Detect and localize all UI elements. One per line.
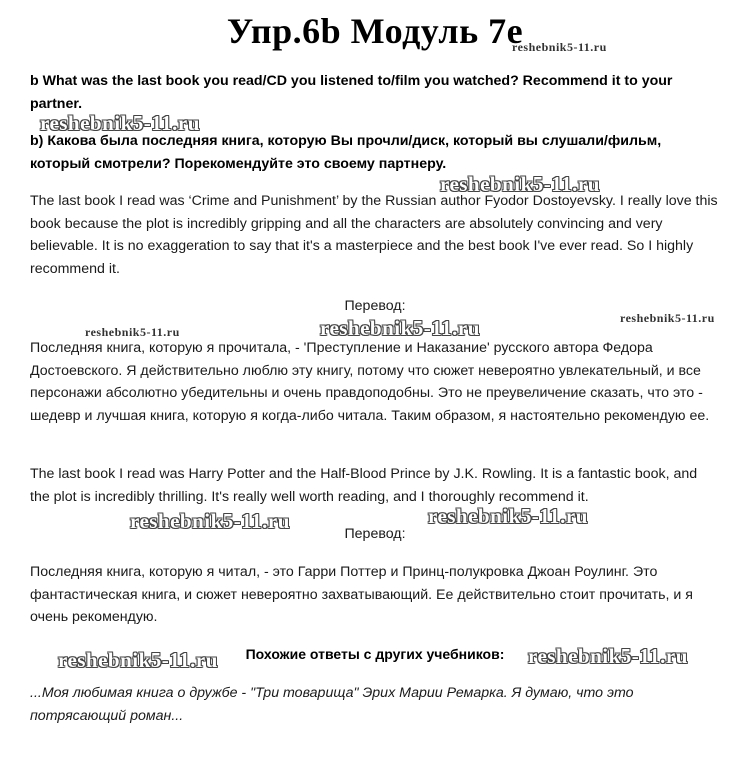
watermark: reshebnik5-11.ru [85, 325, 180, 339]
page-title: Упр.6b Модуль 7е [226, 11, 524, 51]
watermark: reshebnik5-11.ru [40, 111, 200, 135]
watermark: reshebnik5-11.ru [528, 644, 688, 668]
similar-answers-heading: Похожие ответы с других учебников: [245, 646, 505, 662]
question-english: b What was the last book you read/CD you listened to/film you watched? Recommend it to your partner. [30, 73, 673, 112]
watermark: reshebnik5-11.ru [620, 311, 715, 325]
watermark: reshebnik5-11.ru [512, 40, 607, 54]
watermark: reshebnik5-11.ru [428, 504, 588, 528]
watermark: reshebnik5-11.ru [58, 648, 218, 672]
answer1-english: The last book I read was ‘Crime and Punishment’ by the Russian author Fyodor Dostoyevsky. I really love this book because the plot is incredibly gripping and all the characters are absolutely convincing and very believable. It is no exaggeration to say that it's a masterpiece and the best book I've ever read. So I highly recommend it. [30, 193, 718, 277]
answer2-russian: Последняя книга, которую я читал, - это Гарри Поттер и Принц-полукровка Джоан Роулинг. Это фантастическая книга, и сюжет невероятно захватывающий. Ее действительно стоит прочитать, и я очень рекомендую. [30, 564, 693, 625]
similar-answer-link[interactable]: ...Моя любимая книга о дружбе - "Три товарища" Эрих Марии Ремарка. Я думаю, что это потрясающий роман... [30, 685, 634, 724]
answer1-russian: Последняя книга, которую я прочитала, - 'Преступление и Наказание' русского автора Федора Достоевского. Я действительно люблю эту книгу, потому что сюжет невероятно увлекательный, и все персонажи абсолютно убедительны и очень правдоподобны. Это не преувеличение сказать, что это - шедевр и лучшая книга, которую я когда-либо читала. Таким образом, я настоятельно рекомендую ее. [30, 340, 710, 424]
watermark: reshebnik5-11.ru [320, 316, 480, 340]
question-russian: b) Какова была последняя книга, которую Вы прочли/диск, который вы слушали/фильм, который смотрели? Порекомендуйте это своему партнеру. [30, 133, 662, 172]
translation-label: Перевод: [344, 298, 406, 314]
translation-label: Перевод: [344, 526, 406, 542]
answer2-english: The last book I read was Harry Potter and the Half-Blood Prince by J.K. Rowling. It is a fantastic book, and the plot is incredibly thrilling. It's really well worth reading, and I thoroughly recommend it. [30, 466, 698, 505]
watermark: reshebnik5-11.ru [440, 172, 600, 196]
watermark: reshebnik5-11.ru [130, 509, 290, 533]
